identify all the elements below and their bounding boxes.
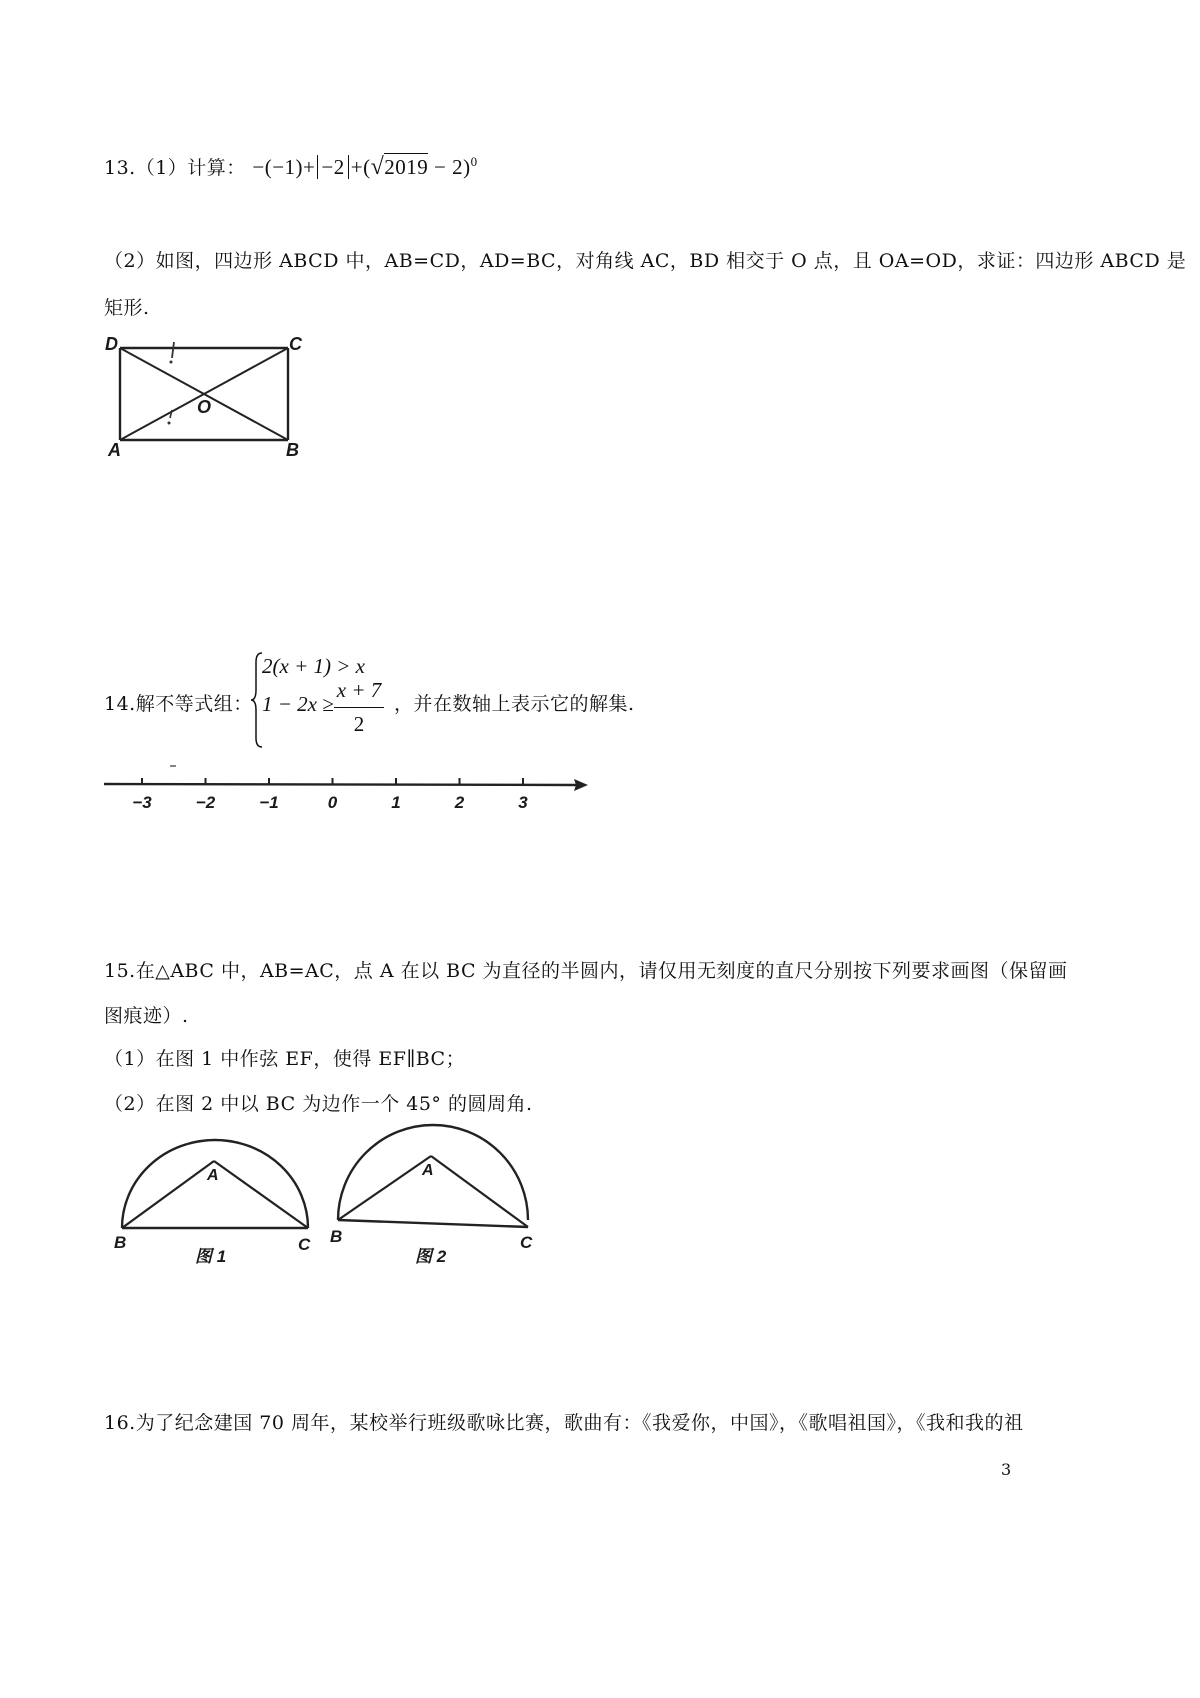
radicand: 2019 — [384, 155, 429, 179]
abs-inner: −2 — [321, 155, 345, 179]
fraction-bar — [334, 707, 384, 708]
inequality-1: 2(x + 1) > x — [262, 654, 365, 678]
tick-label: −3 — [132, 793, 152, 812]
q13-part2-line1: （2）如图，四边形 ABCD 中，AB=CD，AD=BC，对角线 AC，BD 相交于 O 点，且 OA=OD，求证：四边形 ABCD 是 — [104, 250, 1187, 272]
tick-label: −1 — [259, 793, 279, 812]
inequality-system — [250, 650, 390, 750]
fig2-label-C: C — [520, 1233, 533, 1252]
fig2-label-A: A — [422, 1162, 434, 1179]
fig1-label-A: A — [207, 1167, 219, 1184]
rectangle-figure — [100, 330, 320, 462]
expr-part-c: − 2) — [428, 155, 471, 179]
q15-line1: 15.在△ABC 中，AB=AC，点 A 在以 BC 为直径的半圆内，请仅用无刻度的直尺分别按下列要求画图（保留画 — [104, 960, 1068, 982]
tick-labels — [132, 793, 528, 812]
tick-label: 1 — [391, 793, 401, 812]
q15-line2: 图痕迹）. — [104, 1005, 189, 1027]
tick-label: 0 — [327, 793, 338, 812]
q14-prefix: 14.解不等式组： — [104, 693, 253, 715]
fig1-label-C: C — [298, 1235, 311, 1254]
sqrt-sign: √ — [370, 154, 385, 180]
label-D: D — [105, 334, 118, 354]
label-A: A — [108, 440, 121, 460]
q13-expression — [252, 155, 477, 179]
tick-label: −2 — [195, 793, 216, 812]
label-B: B — [286, 440, 299, 460]
label-O: O — [197, 397, 212, 417]
tick-label: 3 — [518, 793, 528, 812]
fig1-caption: 图 1 — [195, 1247, 227, 1266]
fraction-denominator: 2 — [353, 712, 365, 736]
abs-value — [317, 155, 348, 179]
q14-suffix: ，并在数轴上表示它的解集. — [394, 693, 635, 715]
q15-part1: （1）在图 1 中作弦 EF，使得 EF∥BC； — [104, 1048, 466, 1070]
page-number: 3 — [1001, 1460, 1012, 1479]
inequality-2-left: 1 − 2x ≥ — [262, 692, 334, 716]
label-C: C — [289, 334, 302, 354]
tick-label: 2 — [454, 793, 465, 812]
q13-part1-prefix: 13.（1）计算： — [104, 157, 246, 179]
expr-part-b: +( — [350, 155, 371, 179]
fraction-numerator: x + 7 — [336, 678, 382, 702]
fig1-label-B: B — [114, 1233, 127, 1252]
expr-part-a: −(−1)+ — [252, 155, 316, 179]
q13-part2-line2: 矩形. — [104, 297, 150, 319]
q15-part2: （2）在图 2 中以 BC 为边作一个 45° 的圆周角. — [104, 1093, 533, 1115]
fig2-caption: 图 2 — [415, 1247, 447, 1266]
number-line — [100, 760, 600, 820]
q13-part1 — [104, 153, 478, 181]
semicircle-figures — [100, 1120, 550, 1280]
fig2-label-B: B — [330, 1227, 343, 1246]
q16-line1: 16.为了纪念建国 70 周年，某校举行班级歌咏比赛，歌曲有：《我爱你，中国》，《歌唱祖国》，《我和我的祖 — [104, 1412, 1024, 1434]
exponent: 0 — [470, 154, 478, 169]
